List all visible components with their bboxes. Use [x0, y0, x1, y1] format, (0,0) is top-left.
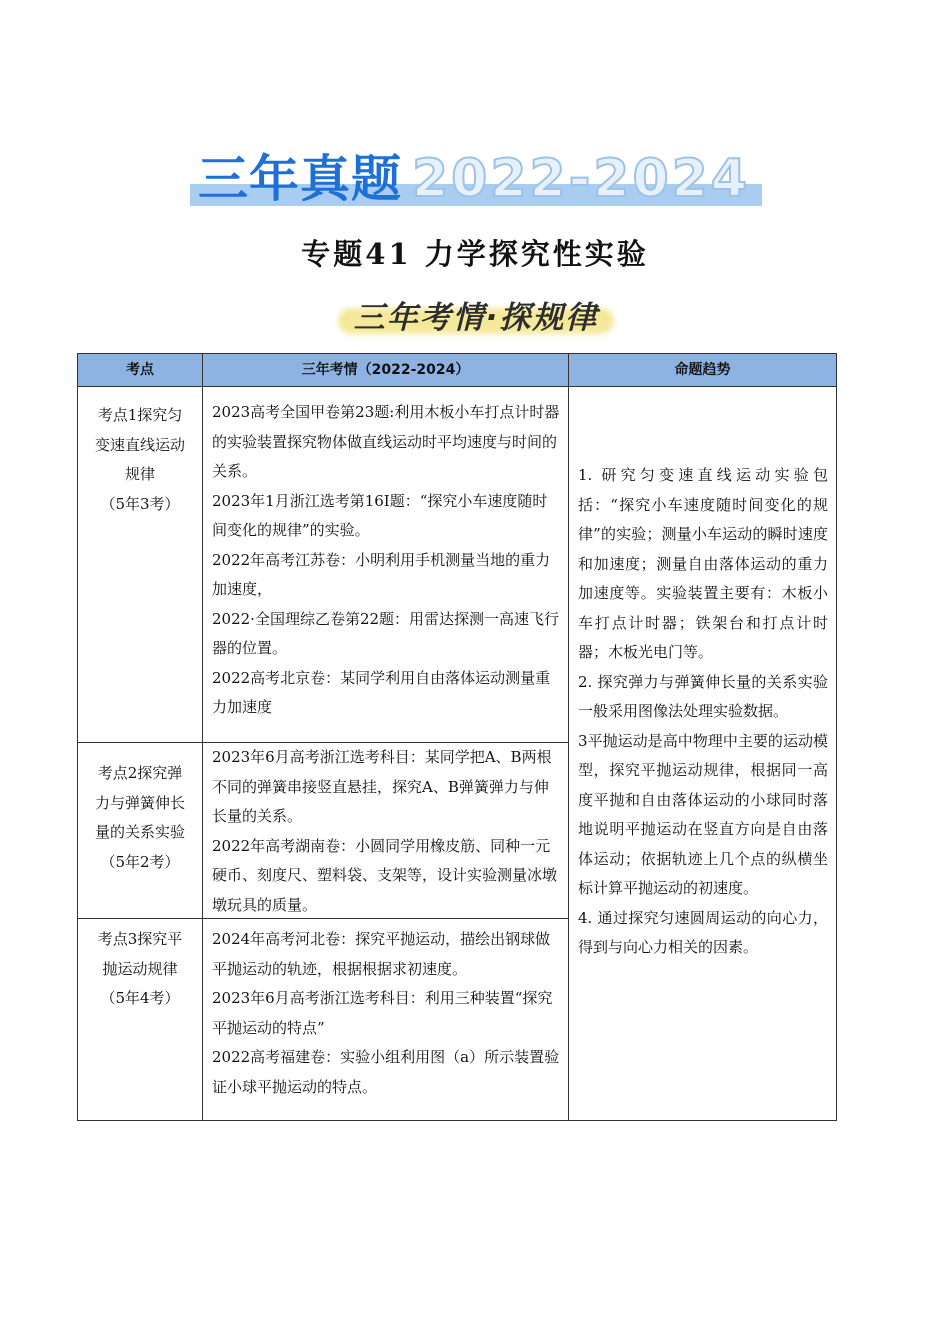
- section-badge-text: 三年考情·探规律: [353, 300, 599, 336]
- header-topic: 考点: [78, 354, 203, 387]
- header-exam-history: 三年考情（2022-2024）: [203, 354, 569, 387]
- exam-item: 2022高考北京卷：某同学利用自由落体运动测量重力加速度: [212, 668, 551, 716]
- exam-item: 2022·全国理综乙卷第22题：用雷达探测一高速飞行器的位置。: [212, 609, 560, 657]
- exam-item: 2023高考全国甲卷第23题:利用木板小车打点计时器的实验装置探究物体做直线运动时平均速度与时间的关系。: [212, 403, 560, 480]
- topic-line: 规律: [124, 465, 155, 483]
- exam-history-cell-1: [203, 387, 569, 743]
- topic-line: 量的关系实验: [94, 823, 185, 841]
- exam-history-cell-3: [203, 919, 569, 1120]
- topic-line: 考点1探究匀: [97, 406, 183, 424]
- topic-line: 考点2探究弹: [97, 764, 183, 782]
- topic-line: 变速直线运动: [94, 435, 185, 454]
- topic-count: （5年3考）: [100, 494, 180, 513]
- topic-line: 考点3探究平: [97, 930, 183, 948]
- topic-count: （5年4考）: [100, 989, 180, 1007]
- trend-cell: [569, 387, 836, 1120]
- exam-item: 2023年6月高考浙江选考科目：利用三种装置“探究平抛运动的特点”: [212, 989, 553, 1037]
- trend-item: 2. 探究弹力与弹簧伸长量的关系实验一般采用图像法处理实验数据。: [578, 672, 828, 720]
- exam-item: 2024年高考河北卷：探究平抛运动，描绘出钢球做平抛运动的轨迹，根据根据求初速度。: [212, 930, 551, 978]
- topic-cell-2: [78, 743, 203, 919]
- exam-item: 2022年高考湖南卷：小圆同学用橡皮筋、同种一元硬币、刻度尺、塑料袋、支架等，设计实验测量冰墩墩玩具的质量。: [212, 836, 558, 914]
- exam-item: 2023年1月浙江选考第16Ⅰ题：“探究小车速度随时间变化的规律”的实验。: [212, 491, 548, 539]
- exam-history-cell-2: [203, 743, 569, 919]
- title-banner: [190, 148, 762, 210]
- topic-count: （5年2考）: [100, 852, 180, 871]
- header-trend: 命题趋势: [569, 354, 836, 387]
- trend-item: 1. 研究匀变速直线运动实验包括：“探究小车速度随时间变化的规律”的实验；测量小车运动的瞬时速度和加速度；测量自由落体运动的重力加速度等。实验装置主要有：木板小车打点计时器；铁架台和打点计时器；木板光电门等。: [578, 466, 828, 661]
- subject-title: 专题41 力学探究性实验: [301, 237, 649, 271]
- exam-item: 2022高考福建卷：实验小组利用图（a）所示装置验证小球平抛运动的特点。: [212, 1048, 560, 1096]
- exam-item: 2022年高考江苏卷：小明利用手机测量当地的重力加速度，: [212, 550, 551, 598]
- banner-years-text: 2022-2024: [412, 149, 751, 209]
- section-badge: [330, 296, 622, 340]
- exam-analysis-table: [77, 353, 837, 1121]
- trend-item: 4. 通过探究匀速圆周运动的向心力，得到与向心力相关的因素。: [578, 908, 828, 956]
- topic-line: 力与弹簧伸长: [94, 793, 185, 812]
- trend-item: 3平抛运动是高中物理中主要的运动模型，探究平抛运动规律，根据同一高度平抛和自由落体运动的小球同时落地说明平抛运动在竖直方向是自由落体运动；依据轨迹上几个点的纵横坐标计算平抛运动的初速度。: [578, 731, 828, 897]
- topic-cell-1: [78, 387, 203, 743]
- banner-text: [198, 148, 750, 222]
- topic-line: 抛运动规律: [102, 959, 178, 978]
- banner-cn-text: 三年真题: [198, 150, 402, 208]
- exam-item: 2023年6月高考浙江选考科目：某同学把A、B两根不同的弹簧串接竖直悬挂，探究A、B弹簧弹力与伸长量的关系。: [212, 748, 552, 825]
- topic-cell-3: [78, 919, 203, 1120]
